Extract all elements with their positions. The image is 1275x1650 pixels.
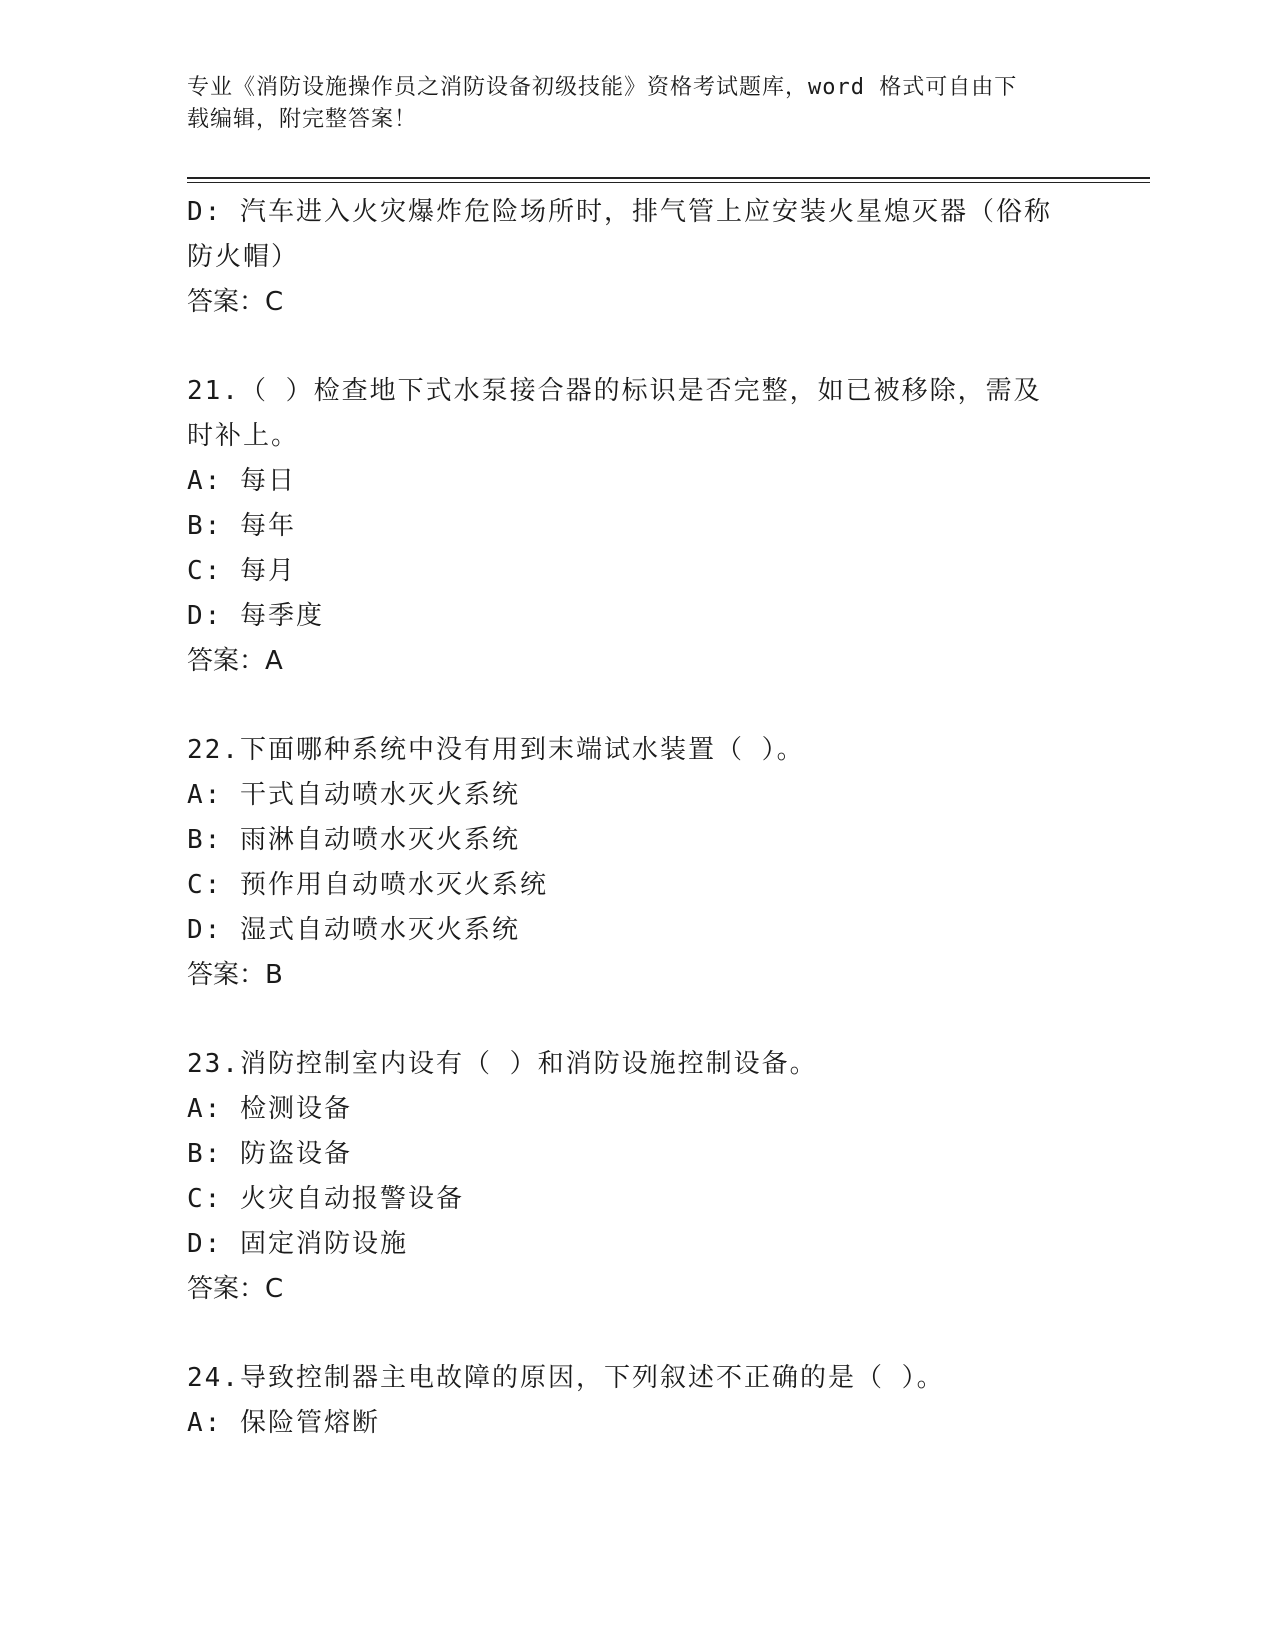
question-21 bbox=[187, 369, 1087, 684]
option-d: D: 固定消防设施 bbox=[187, 1229, 408, 1259]
question-22 bbox=[187, 728, 1087, 998]
question-stem: 23.消防控制室内设有（ ）和消防设施控制设备。 bbox=[187, 1049, 818, 1079]
answer-label: 答案：A bbox=[187, 646, 283, 676]
option-b: B: 防盗设备 bbox=[187, 1139, 352, 1169]
question-list bbox=[187, 190, 1087, 1446]
option-c: C: 预作用自动喷水灭火系统 bbox=[187, 870, 548, 900]
option-b: B: 雨淋自动喷水灭火系统 bbox=[187, 825, 520, 855]
question-24 bbox=[187, 1356, 1087, 1446]
answer-label: 答案：C bbox=[187, 1274, 284, 1304]
option-c: C: 火灾自动报警设备 bbox=[187, 1184, 464, 1214]
question-stem-line-1: 21.（ ）检查地下式水泵接合器的标识是否完整，如已被移除，需及 bbox=[187, 376, 1042, 406]
spacer bbox=[187, 998, 1087, 1042]
spacer bbox=[187, 1312, 1087, 1356]
option-a: A: 保险管熔断 bbox=[187, 1408, 380, 1438]
header-line-1: 专业《消防设施操作员之消防设备初级技能》资格考试题库，word 格式可自由下 bbox=[187, 75, 1018, 100]
option-c: C: 每月 bbox=[187, 556, 296, 586]
option-d: D: 每季度 bbox=[187, 601, 324, 631]
question-23 bbox=[187, 1042, 1087, 1312]
question-stem: 24.导致控制器主电故障的原因，下列叙述不正确的是（ ）。 bbox=[187, 1363, 945, 1393]
option-a: A: 干式自动喷水灭火系统 bbox=[187, 780, 520, 810]
header-divider bbox=[187, 177, 1150, 183]
question-20-tail bbox=[187, 190, 1087, 325]
option-d-line-1: D: 汽车进入火灾爆炸危险场所时，排气管上应安装火星熄灭器（俗称 bbox=[187, 197, 1052, 227]
spacer bbox=[187, 325, 1087, 369]
option-a: A: 检测设备 bbox=[187, 1094, 352, 1124]
option-d-line-2: 防火帽） bbox=[187, 242, 300, 272]
option-b: B: 每年 bbox=[187, 511, 296, 541]
answer-label: 答案：B bbox=[187, 960, 283, 990]
question-stem-line-2: 时补上。 bbox=[187, 421, 300, 451]
question-stem: 22.下面哪种系统中没有用到末端试水装置（ ）。 bbox=[187, 735, 805, 765]
spacer bbox=[187, 684, 1087, 728]
header-line-2: 载编辑，附完整答案！ bbox=[187, 107, 418, 132]
option-d: D: 湿式自动喷水灭火系统 bbox=[187, 915, 520, 945]
option-a: A: 每日 bbox=[187, 466, 296, 496]
answer-label: 答案：C bbox=[187, 287, 284, 317]
document-header bbox=[187, 72, 1087, 136]
